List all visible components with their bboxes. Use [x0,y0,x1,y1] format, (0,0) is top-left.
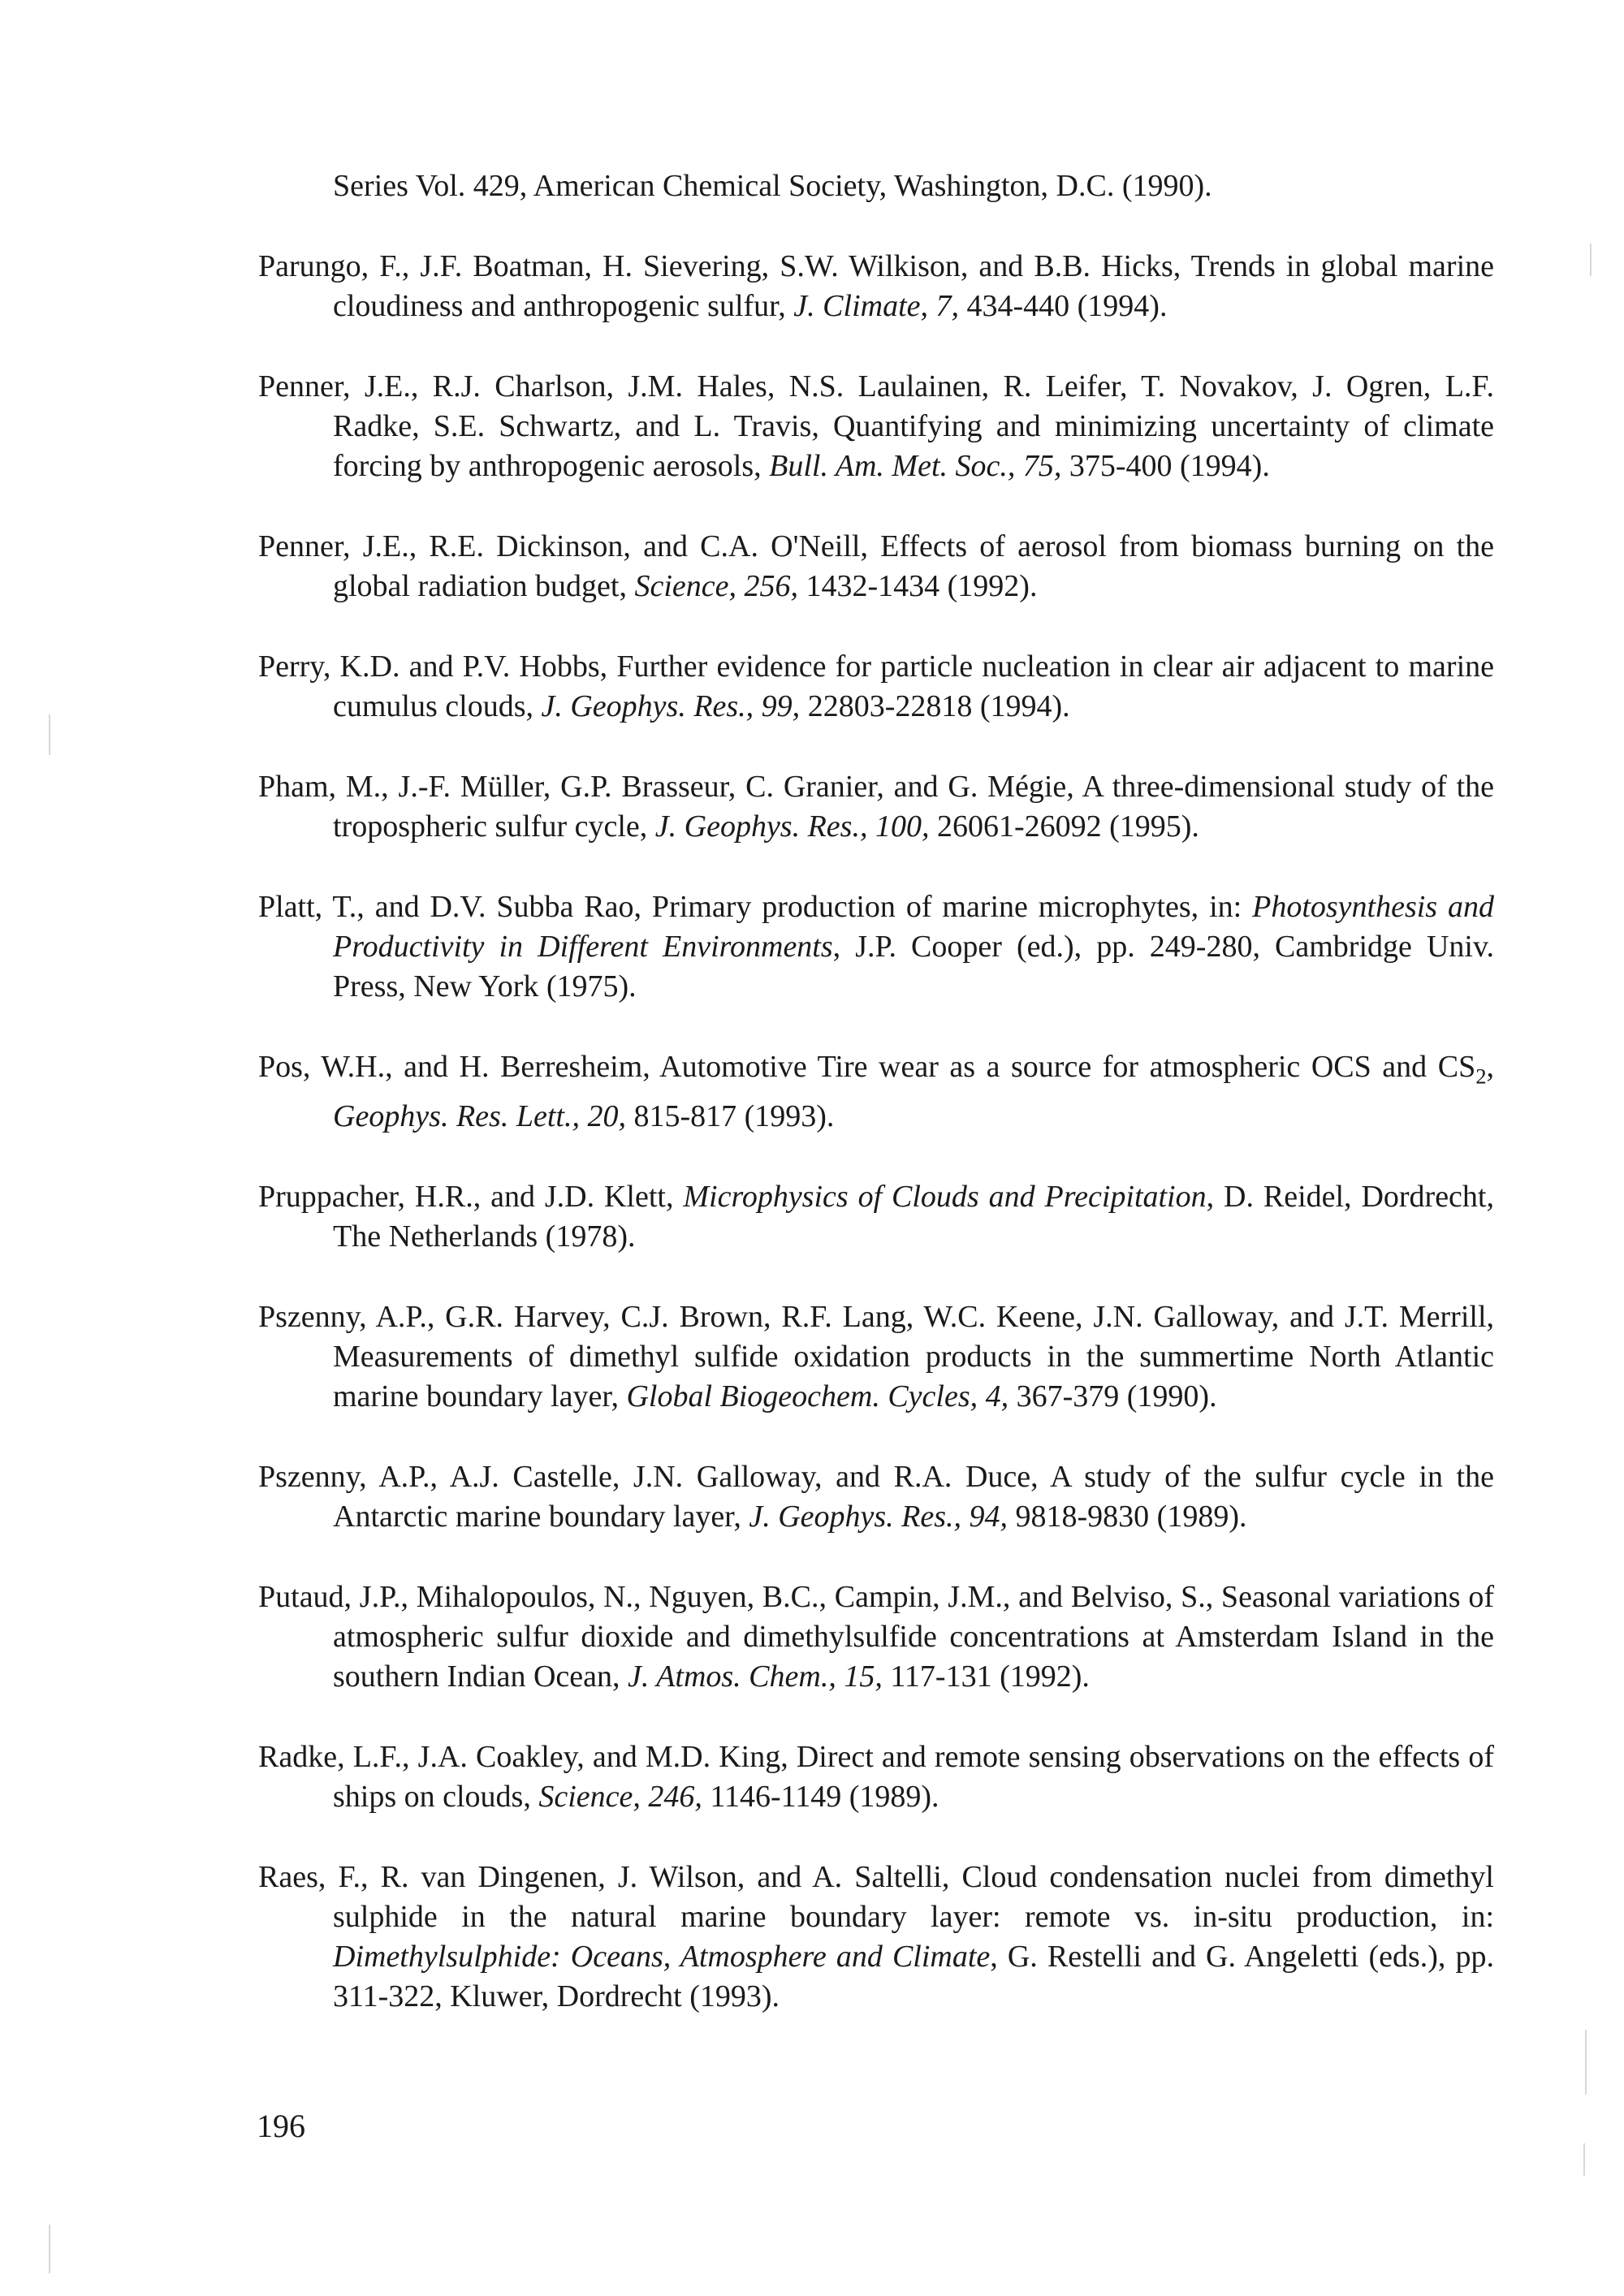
page-number: 196 [257,2108,305,2144]
reference-citation-italic: Photosynthesis and Productivity in Different Environments [333,890,1495,964]
reference-text: 367-379 (1990). [1009,1379,1217,1413]
reference-text: Pszenny, A.P., A.J. Castelle, J.N. Galloway, and R.A. Duce, A study of the sulfur cycle in the Antarctic marine boundary layer, [258,1459,1494,1534]
reference-citation-italic: Dimethylsulphide: Oceans, Atmosphere and Climate [333,1939,991,1974]
reference-text: Raes, F., R. van Dingenen, J. Wilson, and A. Saltelli, Cloud condensation nuclei from dimethyl sulphide in the natural marine boundary layer: remote vs. in-situ production, in: [258,1859,1494,1934]
reference-entry [258,247,1494,326]
reference-text: Penner, J.E., R.J. Charlson, J.M. Hales, N.S. Laulainen, R. Leifer, T. Novakov, J. Ogren, L.F. Radke, S.E. Schwartz, and L. Travis, Quantifying and minimizing uncertainty of climate forcing by anthropogenic aerosols, [258,369,1494,483]
reference-citation-italic: Microphysics of Clouds and Precipitation [683,1179,1207,1214]
reference-text: Pruppacher, H.R., and J.D. Klett, [258,1179,684,1214]
reference-text: 2 [1475,1064,1487,1089]
scan-artifact [1590,244,1592,276]
reference-entry [258,887,1494,1007]
reference-list [258,166,1494,2057]
reference-citation-italic: Geophys. Res. Lett., 20, [333,1098,626,1133]
reference-text: 26061-26092 (1995). [929,809,1199,844]
reference-text: 815-817 (1993). [625,1098,835,1133]
reference-citation-italic: J. Climate, 7, [793,289,959,323]
scan-artifact [1583,2143,1585,2176]
reference-text: , [1486,1050,1494,1084]
reference-entry [258,1177,1494,1257]
reference-text: 9818-9830 (1989). [1008,1499,1247,1534]
reference-text: , J.P. Cooper (ed.), pp. 249-280, Cambridge Univ. Press, New York (1975). [333,930,1494,1003]
reference-text: 1432-1434 (1992). [798,569,1038,603]
reference-text: Penner, J.E., R.E. Dickinson, and C.A. O'Neill, Effects of aerosol from biomass burning on the global radiation budget, [258,529,1494,603]
reference-text: Parungo, F., J.F. Boatman, H. Sievering, S.W. Wilkison, and B.B. Hicks, Trends in global marine cloudiness and anthropogenic sulfur, [258,249,1494,323]
reference-text: Series Vol. 429, American Chemical Society, Washington, D.C. (1990). [333,169,1212,203]
scan-artifact [49,714,50,755]
reference-text: Pszenny, A.P., G.R. Harvey, C.J. Brown, R.F. Lang, W.C. Keene, J.N. Galloway, and J.T. Merrill, Measurements of dimethyl sulfide oxidation products in the summertime North Atlantic marine boundary layer, [258,1299,1494,1413]
reference-text: Pos, W.H., and H. Berresheim, Automotive Tire wear as a source for atmospheric OCS and CS [258,1050,1476,1084]
reference-entry [258,1297,1494,1417]
reference-entry [258,1577,1494,1697]
reference-citation-italic: Global Biogeochem. Cycles, 4, [626,1379,1009,1413]
reference-entry [258,767,1494,847]
reference-entry [258,1047,1494,1137]
reference-text: Pham, M., J.-F. Müller, G.P. Brasseur, C. Granier, and G. Mégie, A three-dimensional study of the tropospheric sulfur cycle, [258,770,1494,844]
reference-text: Radke, L.F., J.A. Coakley, and M.D. King, Direct and remote sensing observations on the effects of ships on clouds, [258,1739,1494,1814]
reference-entry [258,527,1494,606]
reference-text: Perry, K.D. and P.V. Hobbs, Further evidence for particle nucleation in clear air adjacent to marine cumulus clouds, [258,650,1494,723]
reference-citation-italic: J. Geophys. Res., 100, [654,809,930,844]
reference-entry [258,367,1494,486]
reference-citation-italic: Science, 246, [538,1779,702,1814]
reference-entry [258,1858,1494,2017]
reference-text: 1146-1149 (1989). [702,1779,939,1814]
reference-citation-italic: J. Geophys. Res., 94, [749,1499,1009,1534]
reference-text: Platt, T., and D.V. Subba Rao, Primary production of marine microphytes, in: [258,890,1253,924]
reference-citation-italic: J. Atmos. Chem., 15, [628,1659,883,1694]
scan-artifact [49,2225,50,2273]
reference-entry [258,1737,1494,1817]
reference-text: , D. Reidel, Dordrecht, The Netherlands (1978). [333,1179,1494,1254]
reference-continuation [258,166,1494,206]
reference-text: 117-131 (1992). [882,1659,1090,1694]
reference-citation-italic: Science, 256, [634,569,798,603]
reference-entry [258,647,1494,727]
reference-text: , G. Restelli and G. Angeletti (eds.), pp. 311-322, Kluwer, Dordrecht (1993). [333,1939,1494,2013]
reference-entry [258,1457,1494,1537]
reference-text: Putaud, J.P., Mihalopoulos, N., Nguyen, B.C., Campin, J.M., and Belviso, S., Seasonal variations of atmospheric sulfur dioxide and dimethylsulfide concentrations at Amsterdam Island in the southern Indian Ocean, [258,1579,1494,1694]
reference-text: 434-440 (1994). [959,289,1168,323]
reference-citation-italic: Bull. Am. Met. Soc., 75, [769,449,1062,483]
reference-text: 375-400 (1994). [1061,449,1270,483]
scan-artifact [1585,2030,1587,2095]
reference-text: 22803-22818 (1994). [800,689,1070,723]
reference-citation-italic: J. Geophys. Res., 99, [541,689,801,723]
